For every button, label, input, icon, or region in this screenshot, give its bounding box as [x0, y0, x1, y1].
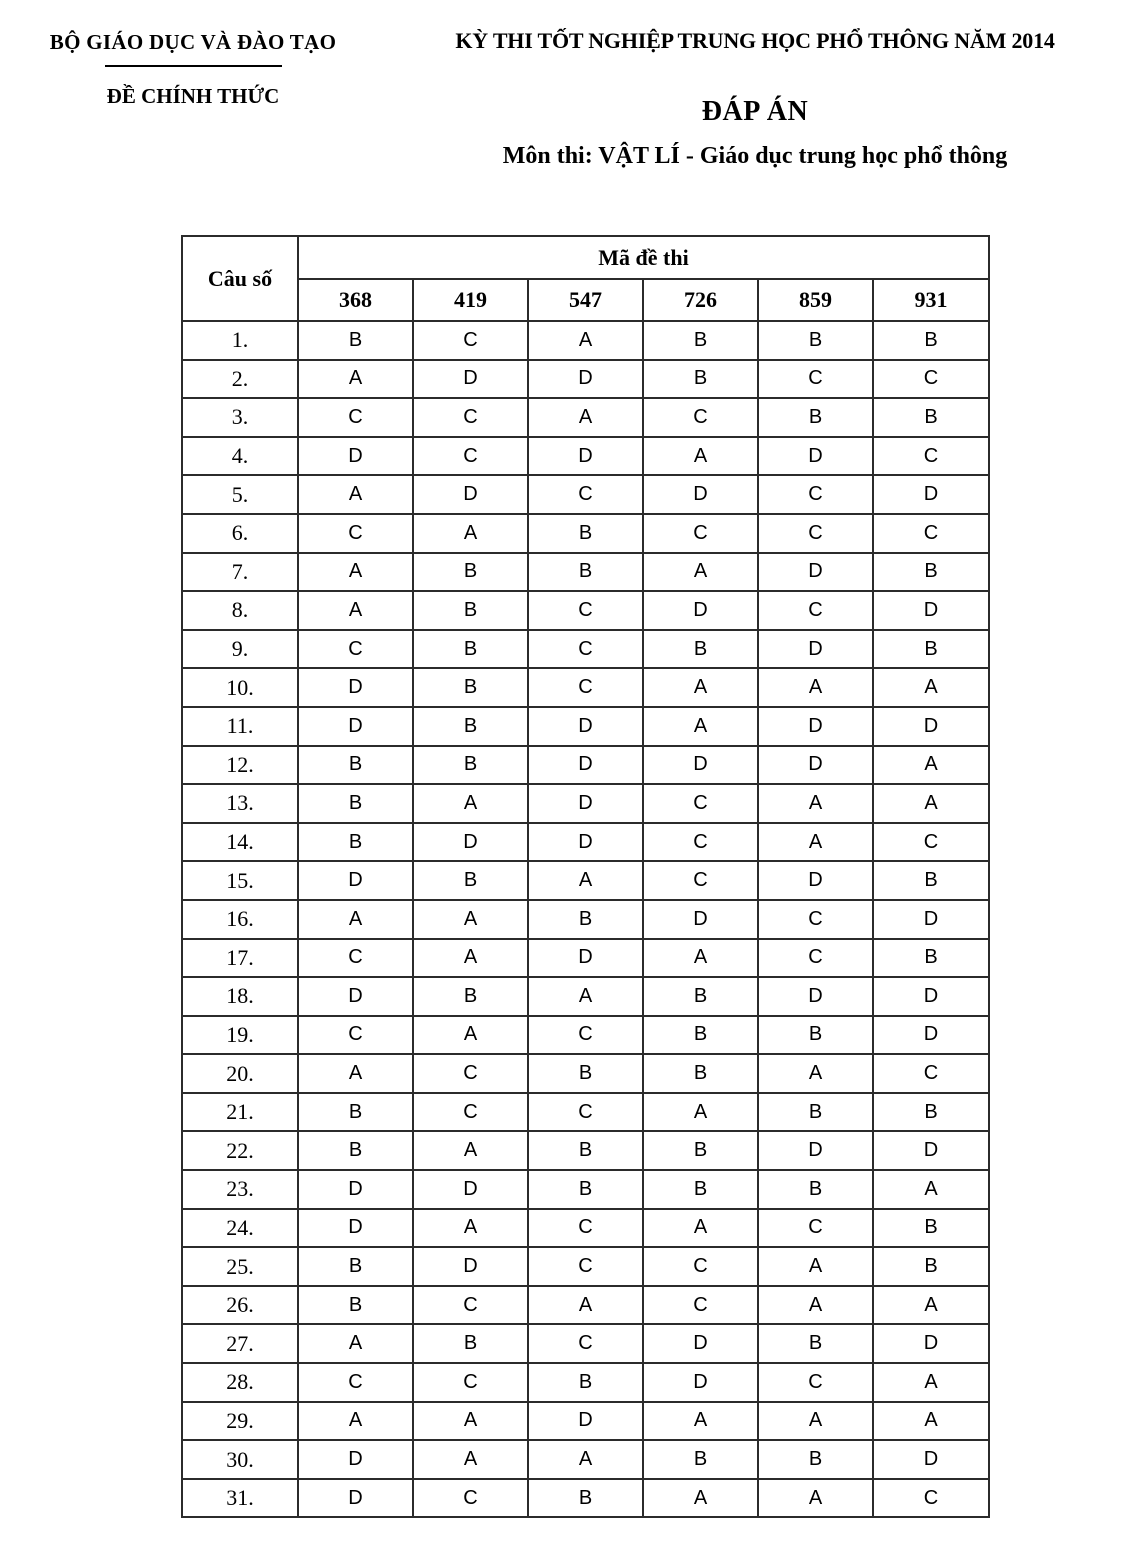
- question-number-cell: 6.: [182, 514, 298, 553]
- answer-table: [181, 235, 990, 1518]
- answer-cell: C: [643, 784, 758, 823]
- exam-code-header: 931: [873, 279, 989, 321]
- answer-cell: C: [758, 939, 873, 978]
- header-right-block: [398, 28, 1112, 170]
- answer-cell: A: [413, 1016, 528, 1055]
- table-row: [182, 668, 989, 707]
- question-number-cell: 31.: [182, 1479, 298, 1518]
- answer-cell: B: [528, 514, 643, 553]
- answer-cell: D: [298, 707, 413, 746]
- answer-cell: A: [643, 553, 758, 592]
- answer-cell: D: [643, 900, 758, 939]
- answer-cell: A: [528, 977, 643, 1016]
- official-exam-label: ĐỀ CHÍNH THỨC: [106, 84, 280, 108]
- answer-cell: A: [643, 1402, 758, 1441]
- answer-cell: D: [528, 939, 643, 978]
- table-row: [182, 1016, 989, 1055]
- question-number-cell: 4.: [182, 437, 298, 476]
- answer-cell: B: [413, 746, 528, 785]
- answer-cell: C: [873, 437, 989, 476]
- answer-cell: A: [873, 668, 989, 707]
- exam-title: KỲ THI TỐT NGHIỆP TRUNG HỌC PHỔ THÔNG NĂM 2014: [455, 28, 1055, 53]
- table-row: [182, 823, 989, 862]
- table-row: [182, 1209, 989, 1248]
- question-number-cell: 19.: [182, 1016, 298, 1055]
- answer-cell: B: [528, 1363, 643, 1402]
- answer-cell: A: [643, 437, 758, 476]
- answer-cell: B: [413, 1324, 528, 1363]
- answer-cell: D: [413, 360, 528, 399]
- table-row: [182, 321, 989, 360]
- question-number-cell: 25.: [182, 1247, 298, 1286]
- answer-cell: C: [528, 1324, 643, 1363]
- table-row: [182, 861, 989, 900]
- answer-cell: A: [873, 1286, 989, 1325]
- answer-cell: C: [873, 1054, 989, 1093]
- question-number-cell: 3.: [182, 398, 298, 437]
- answer-cell: B: [298, 823, 413, 862]
- answer-table-container: [181, 235, 990, 1518]
- answer-cell: C: [298, 939, 413, 978]
- answer-cell: B: [298, 1286, 413, 1325]
- answer-cell: A: [758, 784, 873, 823]
- answer-cell: A: [298, 475, 413, 514]
- table-row: [182, 398, 989, 437]
- answer-cell: A: [413, 784, 528, 823]
- answer-cell: C: [528, 668, 643, 707]
- table-row: [182, 784, 989, 823]
- table-row: [182, 1440, 989, 1479]
- question-number-cell: 9.: [182, 630, 298, 669]
- answer-cell: B: [758, 1324, 873, 1363]
- table-row: [182, 630, 989, 669]
- answer-cell: A: [528, 321, 643, 360]
- question-number-cell: 10.: [182, 668, 298, 707]
- exam-code-group-header: Mã đề thi: [298, 236, 989, 279]
- answer-cell: C: [643, 823, 758, 862]
- answer-cell: C: [413, 1093, 528, 1132]
- question-number-cell: 16.: [182, 900, 298, 939]
- answer-cell: C: [413, 1286, 528, 1325]
- answer-cell: B: [413, 630, 528, 669]
- question-number-cell: 21.: [182, 1093, 298, 1132]
- answer-cell: C: [528, 475, 643, 514]
- answer-cell: D: [413, 1170, 528, 1209]
- answer-cell: A: [643, 707, 758, 746]
- answer-cell: C: [298, 514, 413, 553]
- question-number-cell: 18.: [182, 977, 298, 1016]
- answer-cell: D: [758, 437, 873, 476]
- question-number-cell: 23.: [182, 1170, 298, 1209]
- answer-cell: B: [873, 1247, 989, 1286]
- answer-cell: D: [298, 1170, 413, 1209]
- question-number-cell: 12.: [182, 746, 298, 785]
- question-number-cell: 13.: [182, 784, 298, 823]
- answer-cell: A: [413, 514, 528, 553]
- table-row: [182, 939, 989, 978]
- answer-cell: B: [873, 398, 989, 437]
- answer-cell: C: [758, 1209, 873, 1248]
- answer-cell: D: [873, 1016, 989, 1055]
- answer-cell: B: [528, 900, 643, 939]
- answer-cell: B: [413, 861, 528, 900]
- answer-cell: A: [528, 1286, 643, 1325]
- answer-cell: A: [758, 823, 873, 862]
- question-number-cell: 5.: [182, 475, 298, 514]
- table-row: [182, 1131, 989, 1170]
- question-number-cell: 20.: [182, 1054, 298, 1093]
- answer-cell: A: [873, 784, 989, 823]
- subject-line: Môn thi: VẬT LÍ - Giáo dục trung học phổ thông: [502, 143, 1008, 169]
- table-row: [182, 977, 989, 1016]
- answer-cell: B: [873, 861, 989, 900]
- answer-cell: A: [643, 1209, 758, 1248]
- answer-cell: A: [758, 1247, 873, 1286]
- answer-cell: A: [528, 398, 643, 437]
- answer-cell: C: [758, 900, 873, 939]
- question-number-cell: 28.: [182, 1363, 298, 1402]
- table-row: [182, 360, 989, 399]
- answer-cell: D: [643, 1324, 758, 1363]
- answer-cell: A: [528, 1440, 643, 1479]
- answer-cell: B: [528, 1479, 643, 1518]
- answer-cell: C: [643, 861, 758, 900]
- answer-cell: B: [873, 321, 989, 360]
- table-row: [182, 1363, 989, 1402]
- answer-cell: C: [528, 1016, 643, 1055]
- answer-cell: D: [758, 707, 873, 746]
- answer-cell: B: [298, 784, 413, 823]
- answer-cell: B: [643, 1054, 758, 1093]
- answer-cell: B: [758, 1016, 873, 1055]
- question-number-cell: 1.: [182, 321, 298, 360]
- question-number-cell: 30.: [182, 1440, 298, 1479]
- question-number-cell: 2.: [182, 360, 298, 399]
- answer-cell: C: [758, 475, 873, 514]
- answer-cell: D: [413, 823, 528, 862]
- table-row: [182, 900, 989, 939]
- answer-cell: C: [298, 1016, 413, 1055]
- answer-cell: B: [758, 1440, 873, 1479]
- table-row: [182, 437, 989, 476]
- answer-cell: D: [873, 707, 989, 746]
- answer-cell: A: [413, 1440, 528, 1479]
- answer-cell: C: [643, 1247, 758, 1286]
- answer-cell: B: [413, 977, 528, 1016]
- answer-cell: C: [758, 360, 873, 399]
- answer-cell: A: [298, 1054, 413, 1093]
- answer-cell: A: [298, 591, 413, 630]
- answer-cell: C: [413, 437, 528, 476]
- answer-cell: A: [298, 360, 413, 399]
- answer-cell: D: [528, 1402, 643, 1441]
- answer-cell: D: [873, 1324, 989, 1363]
- answer-cell: D: [413, 475, 528, 514]
- table-row: [182, 1054, 989, 1093]
- answer-cell: B: [643, 1131, 758, 1170]
- ministry-underline-rule: [105, 65, 282, 67]
- answer-cell: D: [528, 823, 643, 862]
- answer-cell: D: [528, 707, 643, 746]
- answer-cell: C: [643, 398, 758, 437]
- answer-cell: B: [413, 668, 528, 707]
- answer-cell: A: [873, 1170, 989, 1209]
- exam-code-header: 368: [298, 279, 413, 321]
- question-number-cell: 7.: [182, 553, 298, 592]
- answer-cell: D: [758, 977, 873, 1016]
- answer-cell: B: [758, 1170, 873, 1209]
- question-number-cell: 27.: [182, 1324, 298, 1363]
- answer-key-title: ĐÁP ÁN: [701, 96, 809, 127]
- answer-cell: D: [643, 591, 758, 630]
- question-number-cell: 22.: [182, 1131, 298, 1170]
- table-row: [182, 553, 989, 592]
- answer-cell: C: [413, 1054, 528, 1093]
- answer-cell: C: [873, 514, 989, 553]
- answer-cell: B: [413, 553, 528, 592]
- answer-cell: B: [643, 321, 758, 360]
- answer-cell: B: [643, 1170, 758, 1209]
- question-number-cell: 14.: [182, 823, 298, 862]
- answer-cell: D: [873, 1131, 989, 1170]
- answer-cell: B: [528, 1131, 643, 1170]
- answer-cell: C: [528, 1209, 643, 1248]
- answer-cell: D: [758, 630, 873, 669]
- answer-cell: C: [528, 591, 643, 630]
- answer-cell: B: [873, 553, 989, 592]
- answer-cell: A: [643, 668, 758, 707]
- answer-cell: C: [413, 1479, 528, 1518]
- question-number-cell: 26.: [182, 1286, 298, 1325]
- answer-cell: D: [758, 1131, 873, 1170]
- table-row: [182, 1479, 989, 1518]
- exam-code-header: 547: [528, 279, 643, 321]
- table-row: [182, 1247, 989, 1286]
- answer-cell: B: [298, 1247, 413, 1286]
- question-number-cell: 29.: [182, 1402, 298, 1441]
- answer-cell: A: [528, 861, 643, 900]
- answer-cell: A: [873, 1402, 989, 1441]
- answer-cell: D: [298, 1479, 413, 1518]
- answer-cell: C: [758, 591, 873, 630]
- answer-cell: B: [298, 1093, 413, 1132]
- answer-cell: D: [528, 360, 643, 399]
- answer-cell: C: [528, 630, 643, 669]
- answer-cell: B: [873, 630, 989, 669]
- answer-cell: B: [643, 1016, 758, 1055]
- answer-cell: D: [528, 784, 643, 823]
- answer-cell: B: [298, 321, 413, 360]
- table-row: [182, 591, 989, 630]
- answer-cell: A: [298, 1324, 413, 1363]
- answer-cell: B: [758, 1093, 873, 1132]
- question-number-cell: 15.: [182, 861, 298, 900]
- exam-code-header: 859: [758, 279, 873, 321]
- answer-cell: D: [758, 746, 873, 785]
- answer-cell: C: [528, 1093, 643, 1132]
- answer-cell: D: [873, 900, 989, 939]
- answer-cell: D: [528, 437, 643, 476]
- answer-cell: D: [298, 861, 413, 900]
- answer-cell: D: [758, 553, 873, 592]
- answer-cell: D: [873, 1440, 989, 1479]
- answer-cell: A: [873, 1363, 989, 1402]
- answer-cell: B: [643, 360, 758, 399]
- answer-table-body: [182, 321, 989, 1517]
- answer-cell: A: [298, 553, 413, 592]
- answer-cell: C: [298, 1363, 413, 1402]
- answer-cell: D: [298, 977, 413, 1016]
- answer-cell: C: [873, 360, 989, 399]
- answer-cell: B: [528, 1054, 643, 1093]
- question-number-cell: 8.: [182, 591, 298, 630]
- table-row: [182, 514, 989, 553]
- answer-cell: D: [298, 1209, 413, 1248]
- answer-cell: C: [528, 1247, 643, 1286]
- answer-cell: B: [528, 553, 643, 592]
- table-row: [182, 475, 989, 514]
- answer-cell: B: [298, 746, 413, 785]
- answer-cell: D: [643, 475, 758, 514]
- answer-cell: C: [413, 1363, 528, 1402]
- table-row: [182, 707, 989, 746]
- answer-cell: A: [758, 1286, 873, 1325]
- answer-cell: C: [413, 398, 528, 437]
- answer-cell: D: [643, 746, 758, 785]
- answer-cell: A: [298, 900, 413, 939]
- answer-cell: A: [873, 746, 989, 785]
- answer-cell: B: [758, 321, 873, 360]
- answer-cell: D: [298, 1440, 413, 1479]
- question-number-column-header: Câu số: [182, 236, 298, 321]
- answer-cell: B: [528, 1170, 643, 1209]
- answer-cell: D: [873, 977, 989, 1016]
- answer-cell: B: [873, 939, 989, 978]
- answer-cell: C: [643, 514, 758, 553]
- answer-cell: C: [643, 1286, 758, 1325]
- table-row: [182, 1286, 989, 1325]
- answer-cell: B: [873, 1209, 989, 1248]
- answer-cell: D: [413, 1247, 528, 1286]
- answer-cell: A: [758, 668, 873, 707]
- question-number-cell: 11.: [182, 707, 298, 746]
- answer-cell: D: [873, 475, 989, 514]
- answer-cell: B: [413, 591, 528, 630]
- answer-cell: C: [298, 398, 413, 437]
- answer-cell: C: [413, 321, 528, 360]
- answer-cell: B: [413, 707, 528, 746]
- answer-cell: D: [643, 1363, 758, 1402]
- answer-cell: B: [758, 398, 873, 437]
- ministry-title: BỘ GIÁO DỤC VÀ ĐÀO TẠO: [49, 30, 337, 54]
- answer-cell: A: [413, 1131, 528, 1170]
- table-row: [182, 1402, 989, 1441]
- answer-cell: D: [873, 591, 989, 630]
- answer-cell: A: [643, 1093, 758, 1132]
- answer-cell: B: [873, 1093, 989, 1132]
- answer-cell: A: [413, 1209, 528, 1248]
- answer-cell: B: [298, 1131, 413, 1170]
- answer-cell: A: [413, 939, 528, 978]
- answer-cell: A: [413, 1402, 528, 1441]
- answer-cell: B: [643, 977, 758, 1016]
- question-number-cell: 24.: [182, 1209, 298, 1248]
- answer-cell: D: [298, 668, 413, 707]
- answer-cell: D: [528, 746, 643, 785]
- answer-cell: D: [298, 437, 413, 476]
- answer-cell: B: [643, 1440, 758, 1479]
- exam-code-header: 726: [643, 279, 758, 321]
- table-row: [182, 1170, 989, 1209]
- answer-cell: C: [298, 630, 413, 669]
- answer-cell: A: [758, 1479, 873, 1518]
- table-header-row-2: [182, 279, 989, 321]
- answer-cell: A: [758, 1402, 873, 1441]
- answer-cell: A: [298, 1402, 413, 1441]
- question-number-cell: 17.: [182, 939, 298, 978]
- table-row: [182, 1324, 989, 1363]
- header-left-block: [28, 30, 358, 109]
- table-row: [182, 1093, 989, 1132]
- answer-cell: B: [643, 630, 758, 669]
- answer-cell: C: [758, 1363, 873, 1402]
- answer-cell: A: [643, 939, 758, 978]
- answer-cell: C: [873, 823, 989, 862]
- answer-cell: A: [643, 1479, 758, 1518]
- answer-cell: C: [758, 514, 873, 553]
- table-row: [182, 746, 989, 785]
- answer-cell: C: [873, 1479, 989, 1518]
- answer-cell: A: [758, 1054, 873, 1093]
- table-header-row-1: [182, 236, 989, 279]
- answer-cell: A: [413, 900, 528, 939]
- exam-code-header: 419: [413, 279, 528, 321]
- answer-cell: D: [758, 861, 873, 900]
